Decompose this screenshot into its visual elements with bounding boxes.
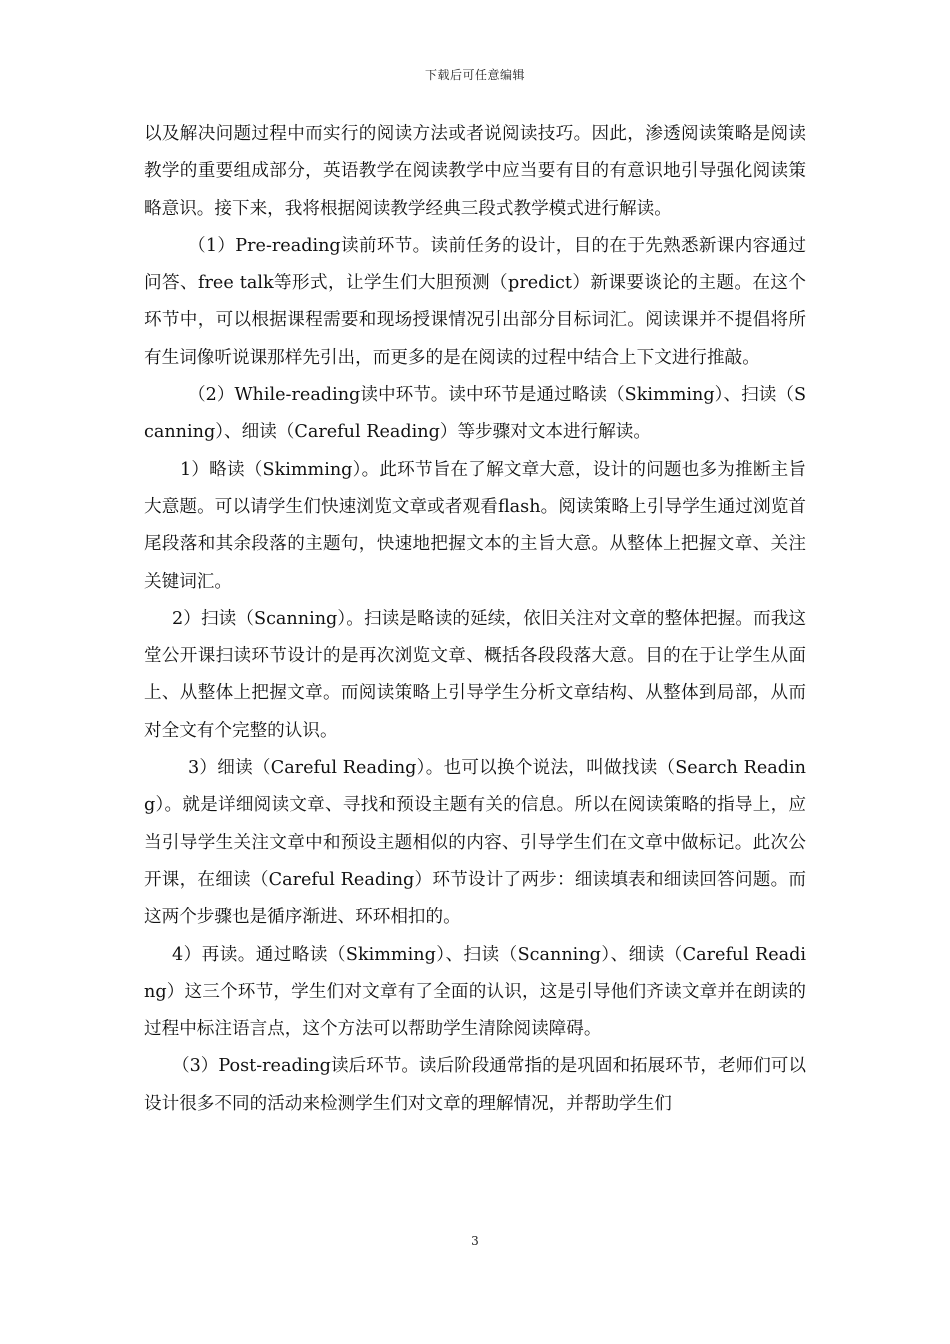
document-body [144,116,806,1123]
paragraph-careful-reading: 3）细读（Careful Reading）。也可以换个说法，叫做找读（Search Reading）。就是详细阅读文章、寻找和预设主题有关的信息。所以在阅读策略的指导上，应当引导学生关注文章中和预设主题相似的内容、引导学生们在文章中做标记。此次公开课，在细读（Careful Reading）环节设计了两步：细读填表和细读回答问题。而这两个步骤也是循序渐进、环环相扣的。 [144,758,806,928]
paragraph-while-reading: （2）While-reading读中环节。读中环节是通过略读（Skimming）、扫读（Scanning）、细读（Careful Reading）等步骤对文本进行解读。 [144,385,806,443]
paragraph-intro: 以及解决问题过程中而实行的阅读方法或者说阅读技巧。因此，渗透阅读策略是阅读教学的重要组成部分，英语教学在阅读教学中应当要有目的有意识地引导强化阅读策略意识。接下来，我将根据阅读教学经典三段式教学模式进行解读。 [144,124,806,219]
page-header: 下载后可任意编辑 [424,68,525,82]
paragraph-scanning: 2）扫读（Scanning）。扫读是略读的延续，依旧关注对文章的整体把握。而我这堂公开课扫读环节设计的是再次浏览文章、概括各段段落大意。目的在于让学生从面上、从整体上把握文章。而阅读策略上引导学生分析文章结构、从整体到局部，从而对全文有个完整的认识。 [144,608,806,741]
paragraph-pre-reading: （1）Pre-reading读前环节。读前任务的设计，目的在于先熟悉新课内容通过问答、free talk等形式，让学生们大胆预测（predict）新课要谈论的主题。在这个环节中，可以根据课程需要和现场授课情况引出部分目标词汇。阅读课并不提倡将所有生词像听说课那样先引出，而更多的是在阅读的过程中结合上下文进行推敲。 [144,235,806,368]
page-number: 3 [471,1234,479,1248]
paragraph-re-reading: 4）再读。通过略读（Skimming）、扫读（Scanning）、细读（Careful Reading）这三个环节，学生们对文章有了全面的认识，这是引导他们齐读文章并在朗读的过程中标注语言点，这个方法可以帮助学生清除阅读障碍。 [144,944,806,1040]
paragraph-post-reading: （3）Post-reading读后环节。读后阶段通常指的是巩固和拓展环节，老师们可以设计很多不同的活动来检测学生们对文章的理解情况，并帮助学生们 [144,1056,806,1114]
paragraph-skimming: 1）略读（Skimming）。此环节旨在了解文章大意，设计的问题也多为推断主旨大意题。可以请学生们快速浏览文章或者观看flash。阅读策略上引导学生通过浏览首尾段落和其余段落的主题句，快速地把握文本的主旨大意。从整体上把握文章、关注关键词汇。 [144,459,806,592]
